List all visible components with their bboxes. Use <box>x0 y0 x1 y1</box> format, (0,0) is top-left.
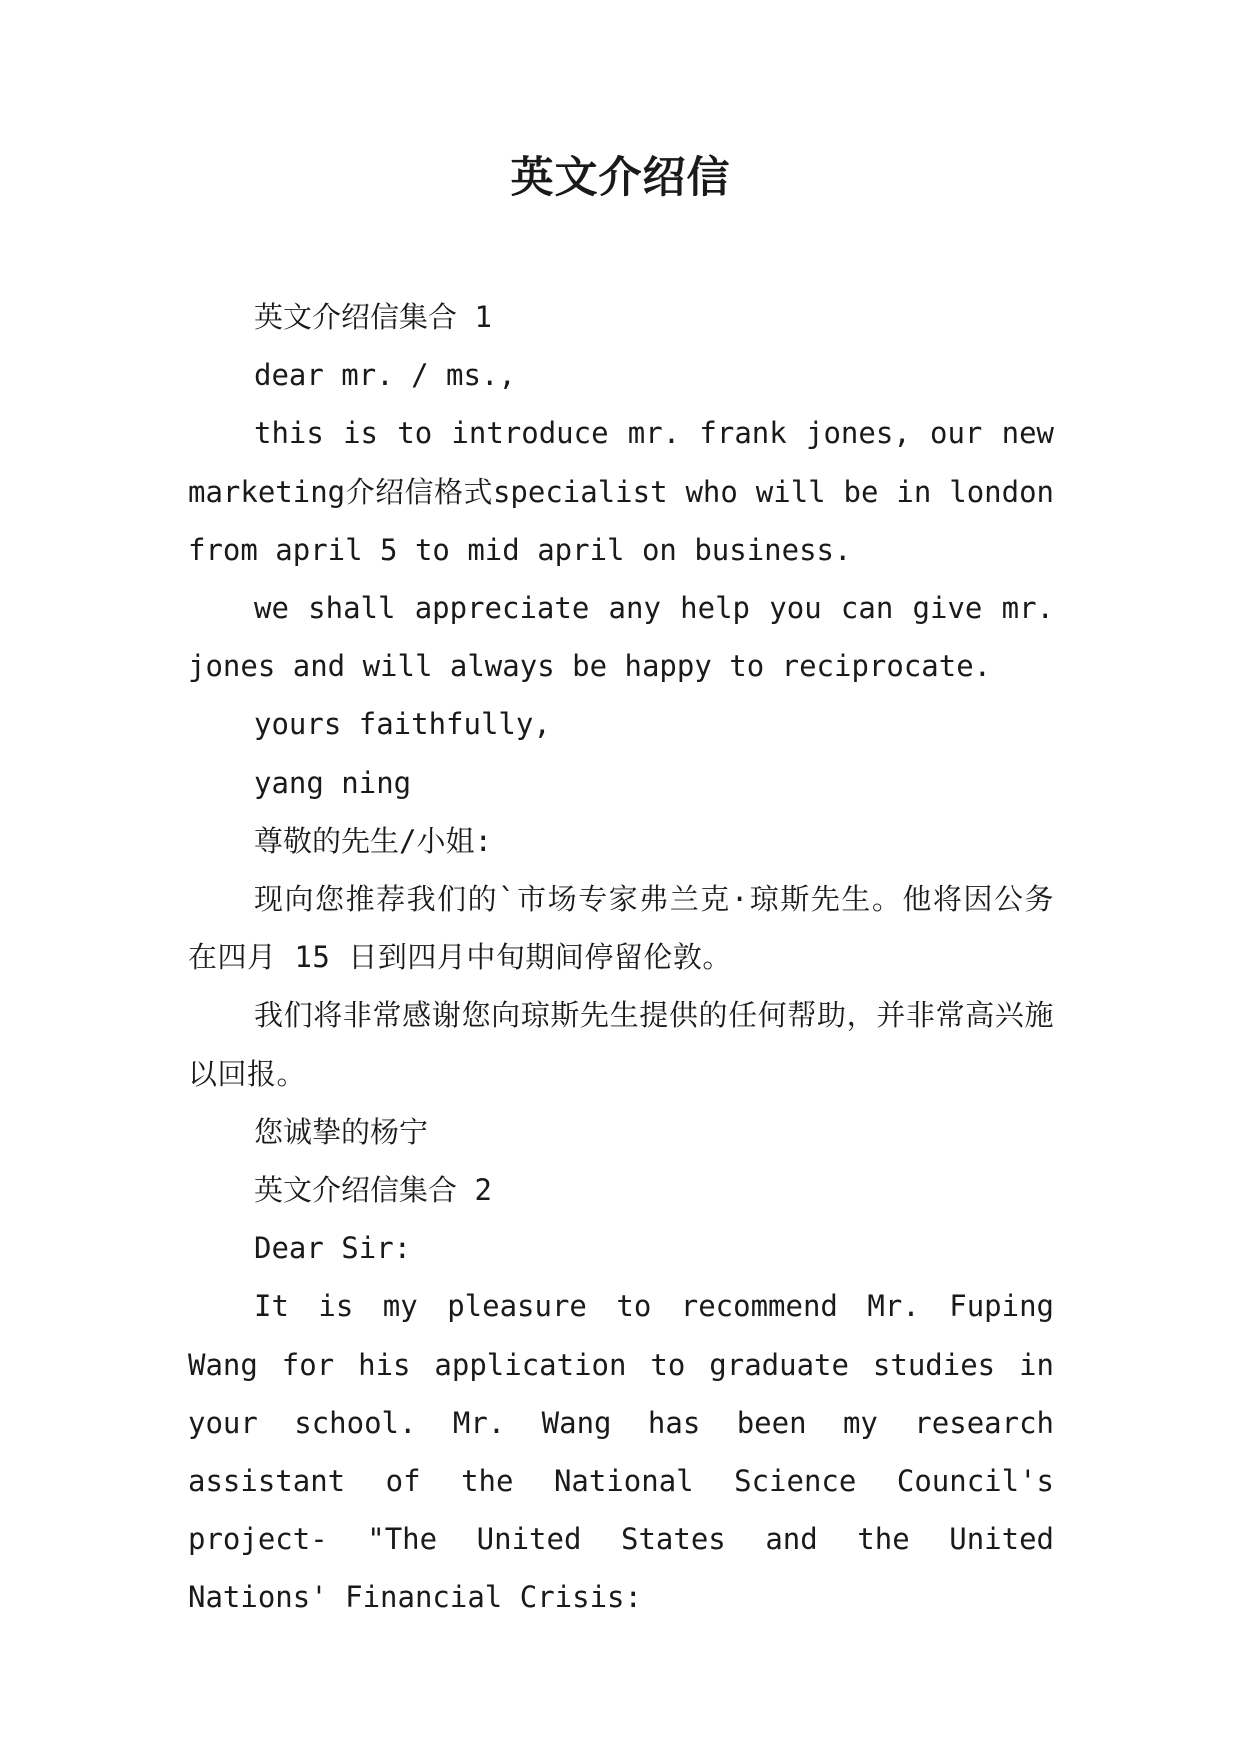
section1-heading: 英文介绍信集合 1 <box>254 300 492 334</box>
section1-closing: yours faithfully, <box>254 707 551 742</box>
section1-cn-salutation: 尊敬的先生/小姐: <box>254 823 492 858</box>
section1-cn-paragraph-2: 我们将非常感谢您向琼斯先生提供的任何帮助，并非常高兴施以回报。 <box>188 998 1054 1091</box>
document-title: 英文介绍信 <box>510 153 731 203</box>
section1-paragraph-1: this is to introduce mr. frank jones, our new marketing介绍信格式specialist who will be in london from april 5 to mid april on business. <box>188 416 1054 567</box>
section2-paragraph-1: It is my pleasure to recommend Mr. Fuping Wang for his application to graduate studies in your school. Mr. Wang has been my research assistant of the National Science Council's project- "The United States and the United Nations' Financial Crisis: <box>188 1289 1054 1615</box>
document-body <box>188 288 1054 1627</box>
section1-cn-paragraph-1: 现向您推荐我们的`市场专家弗兰克·琼斯先生。他将因公务在四月 15 日到四月中旬期间停留伦敦。 <box>188 882 1054 975</box>
section1-signature: yang ning <box>254 765 412 800</box>
section2-salutation: Dear Sir: <box>254 1231 412 1266</box>
section1-paragraph-2: we shall appreciate any help you can give mr. jones and will always be happy to reciprocate. <box>188 591 1054 684</box>
section2-heading: 英文介绍信集合 2 <box>254 1173 492 1208</box>
section1-cn-closing: 您诚挚的杨宁 <box>254 1114 429 1149</box>
section1-salutation: dear mr. / ms., <box>254 358 516 393</box>
